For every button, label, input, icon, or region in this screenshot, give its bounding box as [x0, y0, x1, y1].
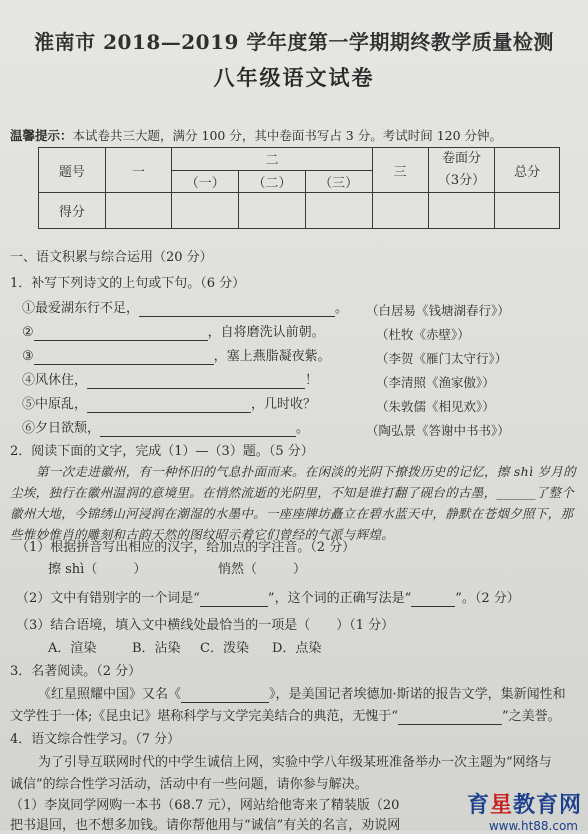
poem-line: ⑤中原乱， ，几时收？: [22, 397, 317, 412]
q1-stem: 1．补写下列诗文的上句或下句。（6 分）: [10, 276, 246, 291]
score-cell: [105, 193, 172, 229]
poem-line: ④风休住， ！: [22, 373, 319, 388]
q4-line2: 诚信”的综合性学习活动，活动中有一些问题，请你参与解决。: [10, 777, 368, 792]
option-c[interactable]: C．泼染: [200, 641, 249, 656]
answer-blank[interactable]: [34, 351, 214, 365]
poem-source: （李贺《雁门太守行》）: [376, 351, 508, 366]
watermark-logo: 育星教育网: [466, 793, 582, 818]
score-cell: [172, 193, 239, 229]
q2-2-stem: （2）文中有错别字的一个词是“ ”，这个词的正确写法是“ ”。（2 分）: [16, 591, 520, 606]
score-cell: [372, 193, 428, 229]
answer-blank[interactable]: [398, 711, 502, 725]
q3-stem: 3．名著阅读。（2 分）: [10, 664, 142, 679]
exam-sub-title: 八年级语文试卷: [213, 65, 375, 90]
q2-3-stem: （3）结合语境，填入文中横线处最恰当的一项是（ ）（1 分）: [16, 618, 395, 633]
answer-blank[interactable]: [34, 327, 208, 341]
col-three: 三: [372, 148, 428, 193]
col-two-sub2: （二）: [239, 170, 306, 193]
poem-line: ⑥夕日欲颓， 。: [22, 421, 310, 436]
q2-1-stem: （1）根据拼音写出相应的汉字，给加点的字注音。（2 分）: [16, 540, 356, 555]
col-two-sub3: （三）: [305, 170, 372, 193]
col-two-sub1: （一）: [172, 170, 239, 193]
answer-blank[interactable]: [181, 689, 269, 703]
q4-line3: （1）李岚同学网购一本书（68.7 元），网站给他寄来了精装版（20: [10, 798, 400, 813]
option-d[interactable]: D．点染: [272, 641, 322, 656]
row-defen: 得分: [39, 193, 106, 229]
exam-main-title: 淮南市 2018—2019 学年度第一学期期终教学质量检测: [34, 30, 554, 54]
col-tihao: 题号: [39, 148, 106, 193]
col-two: 二: [172, 148, 372, 171]
hint-label: 温馨提示：: [10, 128, 73, 143]
poem-source: （李清照《渔家傲》）: [376, 375, 495, 390]
q4-line4: 把书退回，也不想多加钱。请你帮他用与“诚信”有关的名言，劝说网: [10, 818, 401, 833]
watermark-url: www.ht88.com: [488, 819, 578, 833]
col-total: 总分: [495, 148, 560, 193]
section1-heading: 一、语文积累与综合运用（20 分）: [10, 250, 213, 265]
score-cell: [305, 193, 372, 229]
answer-blank[interactable]: [139, 303, 335, 317]
reading-passage: 第一次走进徽州，有一种怀旧的气息扑面而来。在闲淡的光阴下撩拨历史的记忆，擦 shì 岁月的尘埃，独行在徽州温润的意境里。在悄然流逝的光阴里，不知是谁打翻了砚台的古墨，______了整个徽州大地，今锦绣山河浸润在潮湿的水墨中。一座座牌坊矗立在碧水蓝天中，静默在苍烟夕照下，那些惟妙惟肖的雕刻和古韵天然的图纹昭示着它们曾经的气派与辉煌。: [10, 464, 576, 542]
answer-blank[interactable]: [87, 399, 251, 413]
score-table: [38, 147, 560, 229]
col-juanmian: 卷面分 （3分）: [428, 148, 495, 193]
q4-line1: 为了引导互联网时代的中学生诚信上网，实验中学八年级某班准备举办一次主题为“网络与: [38, 755, 552, 770]
answer-blank[interactable]: [200, 593, 268, 607]
poem-source: （朱敦儒《相见欢》）: [376, 399, 495, 414]
score-cell: [495, 193, 560, 229]
col-one: 一: [105, 148, 172, 193]
score-cell: [428, 193, 495, 229]
poem-line: ③ ，塞上燕脂凝夜紫。: [22, 349, 331, 364]
q2-1-answer-a: 擦 shì（ ）: [48, 562, 147, 577]
q4-stem: 4．语文综合性学习。（7 分）: [10, 732, 181, 747]
q3-line2: 文学性于一体;《昆虫记》堪称科学与文学完美结合的典范，无愧于“ ”之美誉。: [10, 709, 561, 724]
poem-source: （杜牧《赤壁》）: [376, 327, 470, 342]
q2-stem: 2．阅读下面的文字，完成（1）—（3）题。（5 分）: [10, 444, 314, 459]
hint-text: 本试卷共三大题，满分 100 分，其中卷面书写占 3 分。考试时间 120 分钟。: [72, 128, 503, 143]
poem-line: ② ，自将磨洗认前朝。: [22, 325, 325, 340]
poem-line: ①最爱湖东行不足， 。: [22, 301, 349, 316]
option-b[interactable]: B．沾染: [132, 641, 181, 656]
score-cell: [239, 193, 306, 229]
option-a[interactable]: A．渲染: [48, 641, 97, 656]
poem-source: （陶弘景《答谢中书书》）: [366, 423, 510, 438]
poem-source: （白居易《钱塘湖春行》）: [366, 303, 510, 318]
answer-blank[interactable]: [87, 375, 305, 389]
q2-1-answer-b: 悄然（ ）: [218, 562, 307, 577]
answer-blank[interactable]: [100, 423, 296, 437]
hint-line: [10, 128, 502, 144]
answer-blank[interactable]: [411, 593, 455, 607]
q3-line1: 《红星照耀中国》又名《 》，是美国记者埃德加·斯诺的报告文学，集新闻性和: [38, 687, 566, 702]
